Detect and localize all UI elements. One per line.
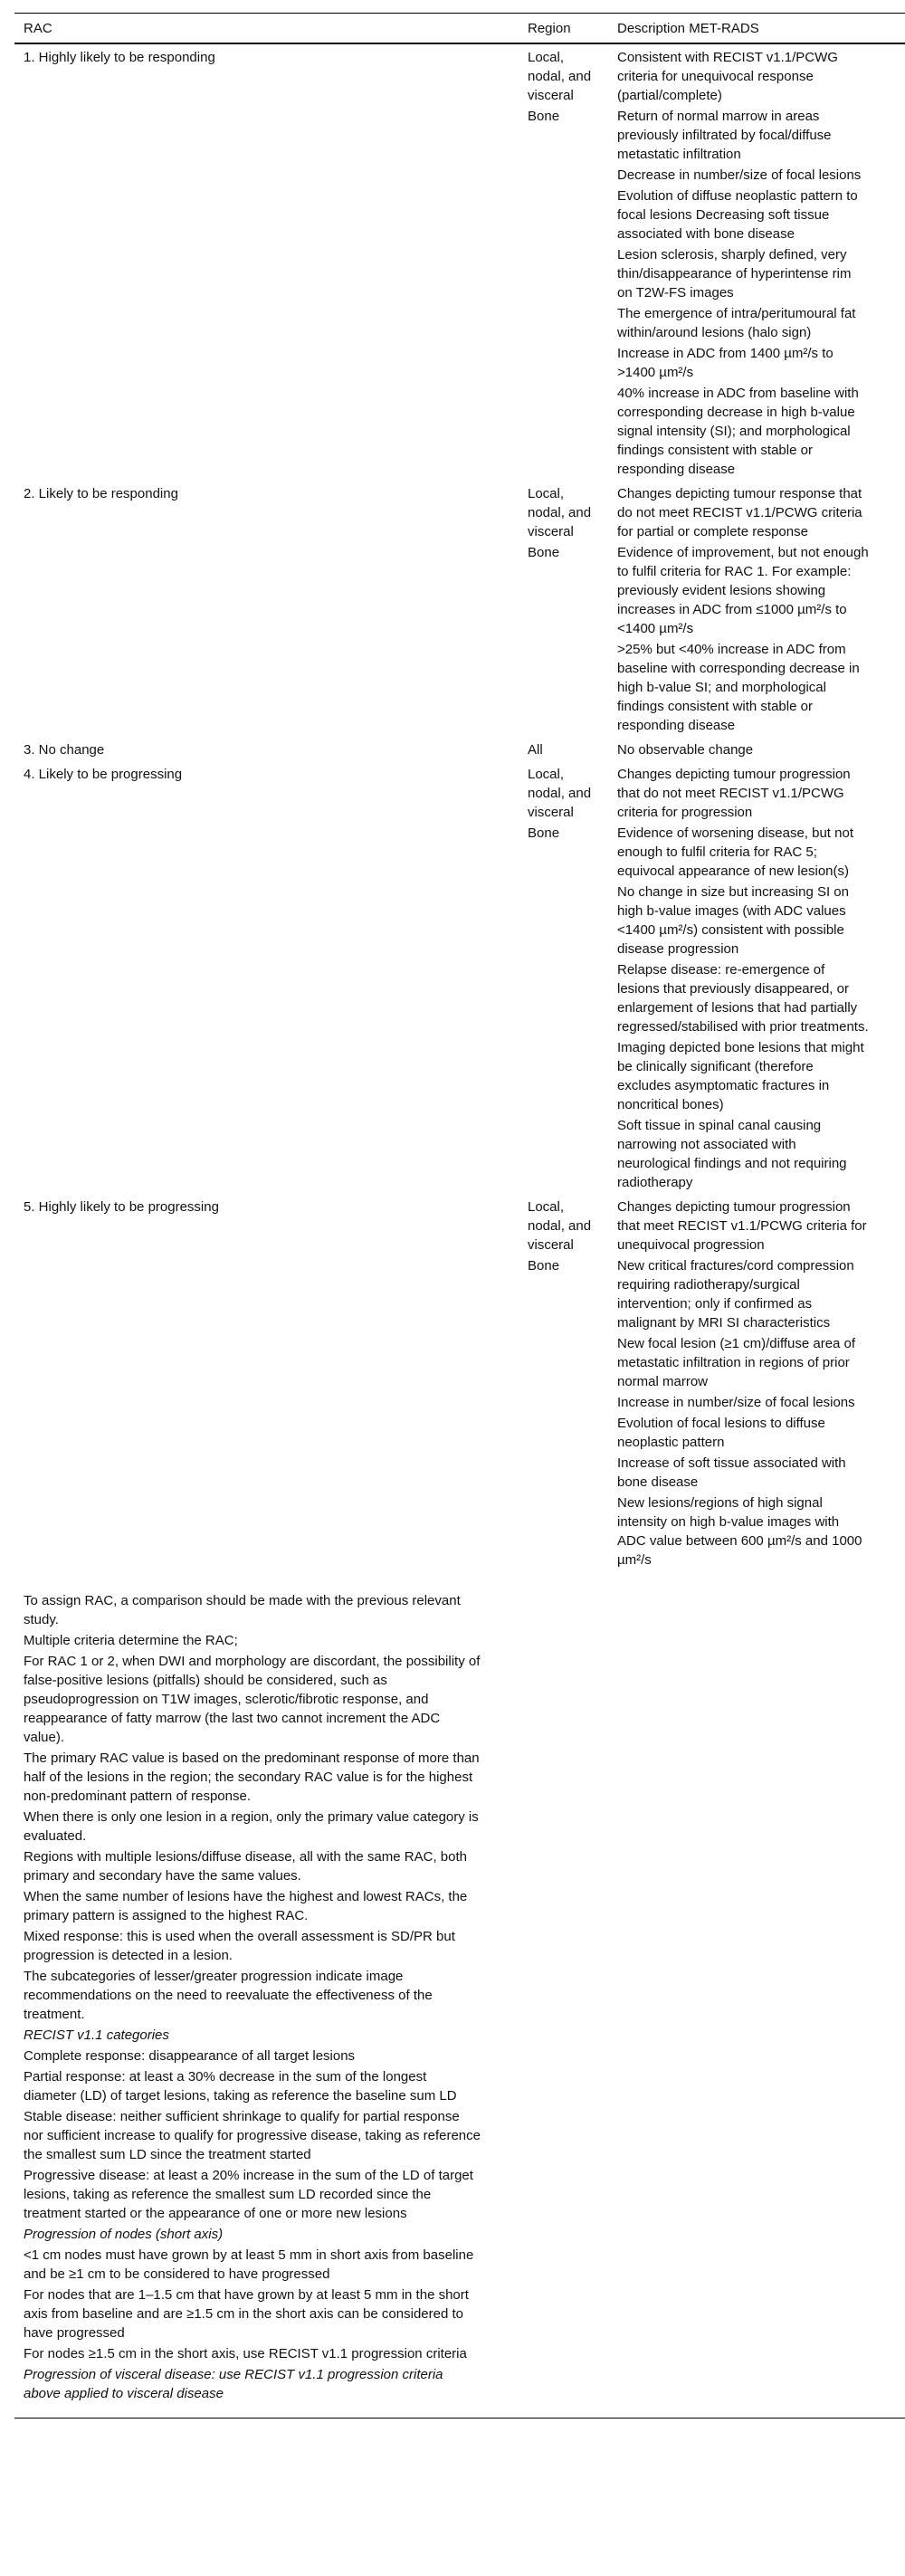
description-item: >25% but <40% increase in ADC from baseline with corresponding decrease in high b-value SI; and morphological findings consistent with stable or responding disease — [617, 642, 860, 733]
region-label: Local, nodal, and visceral — [528, 1199, 592, 1253]
description-item: Return of normal marrow in areas previously infiltrated by focal/diffuse metastatic infiltration — [617, 109, 832, 162]
table-footnotes — [24, 1591, 481, 2418]
bottom-rule — [14, 2418, 905, 2419]
footnote-item: For nodes ≥1.5 cm in the short axis, use RECIST v1.1 progression criteria — [24, 2346, 467, 2361]
region-cell — [528, 43, 617, 107]
footnote-item: <1 cm nodes must have grown by at least 5 mm in short axis from baseline and be ≥1 cm to be considered to have progressed — [24, 2247, 474, 2282]
table-row — [14, 481, 905, 543]
footnote-heading: RECIST v1.1 categories — [24, 2027, 169, 2043]
header-rac: RAC — [14, 14, 528, 44]
description-item: Changes depicting tumour response that do not meet RECIST v1.1/PCWG criteria for partial or complete response — [617, 486, 862, 539]
region-label: Local, nodal, and visceral — [528, 486, 592, 539]
region-label: Bone — [528, 545, 560, 560]
description-item: Evolution of diffuse neoplastic pattern to focal lesions Decreasing soft tissue associated with bone disease — [617, 188, 858, 242]
description-item: Evolution of focal lesions to diffuse neoplastic pattern — [617, 1416, 825, 1450]
region-cell — [528, 737, 617, 761]
description-item: Imaging depicted bone lesions that might be clinically significant (therefore excludes asymptomatic fractures in noncritical bones) — [617, 1040, 864, 1112]
description-item: Evidence of worsening disease, but not enough to fulfil criteria for RAC 5; equivocal appearance of new lesion(s) — [617, 825, 853, 879]
description-cell — [617, 543, 905, 737]
footnote-item: Complete response: disappearance of all target lesions — [24, 2048, 356, 2064]
description-cell — [617, 43, 905, 107]
footnote-item: Mixed response: this is used when the overall assessment is SD/PR but progression is detected in a lesion. — [24, 1929, 455, 1963]
footnote-heading: Progression of visceral disease: use RECIST v1.1 progression criteria above applied to visceral disease — [24, 2367, 443, 2401]
region-cell — [528, 543, 617, 737]
description-item: No change in size but increasing SI on high b-value images (with ADC values <1400 µm²/s) consistent with possible disease progression — [617, 884, 849, 957]
description-item: Increase of soft tissue associated with bone disease — [617, 1455, 846, 1490]
description-item: Evidence of improvement, but not enough to fulfil criteria for RAC 1. For example: previously evident lesions showing increases in ADC from ≤1000 µm²/s to <1400 µm²/s — [617, 545, 869, 636]
footnote-item: Partial response: at least a 30% decrease in the sum of the longest diameter (LD) of target lesions, taking as reference the baseline sum LD — [24, 2069, 457, 2104]
description-item: Relapse disease: re-emergence of lesions that previously disappeared, or enlargement of lesions that had partially regressed/stabilised with prior treatments. — [617, 962, 869, 1035]
description-item: Decrease in number/size of focal lesions — [617, 167, 862, 183]
description-item: Increase in number/size of focal lesions — [617, 1395, 855, 1410]
region-label: Bone — [528, 109, 560, 124]
table-row — [14, 824, 905, 1194]
footnote-item: For nodes that are 1–1.5 cm that have grown by at least 5 mm in the short axis from baseline and are ≥1.5 cm in the short axis can be considered to have progressed — [24, 2287, 469, 2341]
description-item: The emergence of intra/peritumoural fat within/around lesions (halo sign) — [617, 306, 856, 340]
region-cell — [528, 824, 617, 1194]
description-item: No observable change — [617, 742, 754, 758]
region-label: Local, nodal, and visceral — [528, 767, 592, 820]
description-item: 40% increase in ADC from baseline with corresponding decrease in high b-value signal intensity (SI); and morphological findings consistent with stable or responding disease — [617, 386, 859, 477]
description-item: Lesion sclerosis, sharply defined, very thin/disappearance of hyperintense rim on T2W-FS images — [617, 247, 852, 301]
footnote-heading: Progression of nodes (short axis) — [24, 2227, 224, 2242]
description-item: Increase in ADC from 1400 µm²/s to >1400 µm²/s — [617, 346, 834, 380]
footnote-item: The primary RAC value is based on the predominant response of more than half of the lesions in the region; the secondary RAC value is for the highest non-predominant pattern of response. — [24, 1751, 480, 1804]
rac-cell — [14, 824, 528, 1194]
description-item: Changes depicting tumour progression that meet RECIST v1.1/PCWG criteria for unequivocal progression — [617, 1199, 867, 1253]
description-item: Changes depicting tumour progression that do not meet RECIST v1.1/PCWG criteria for progression — [617, 767, 851, 820]
rac-cell: 5. Highly likely to be progressing — [24, 1199, 219, 1215]
footnote-item: Stable disease: neither sufficient shrinkage to qualify for partial response nor sufficient increase to qualify for progressive disease, taking as reference the smallest sum LD since the treatment started — [24, 2109, 481, 2162]
rac-cell — [14, 543, 528, 737]
description-cell — [617, 107, 905, 481]
met-rads-table — [14, 13, 905, 1571]
description-cell — [617, 824, 905, 1194]
table-header-row — [14, 14, 905, 44]
region-label: All — [528, 742, 543, 758]
region-cell — [528, 481, 617, 543]
footnote-item: The subcategories of lesser/greater progression indicate image recommendations on the need to reevaluate the effectiveness of the treatment. — [24, 1969, 433, 2022]
rac-cell: 3. No change — [24, 742, 105, 758]
region-label: Bone — [528, 825, 560, 841]
table-row — [14, 107, 905, 481]
rac-cell: 1. Highly likely to be responding — [24, 50, 215, 65]
rac-cell — [14, 1256, 528, 1571]
table-row — [14, 737, 905, 761]
header-description: Description MET-RADS — [617, 14, 905, 44]
table-row — [14, 43, 905, 107]
table-row — [14, 1194, 905, 1256]
description-cell — [617, 1256, 905, 1571]
rac-cell — [14, 107, 528, 481]
footnote-item: For RAC 1 or 2, when DWI and morphology are discordant, the possibility of false-positive lesions (pitfalls) should be considered, such as pseudoprogression on T1W images, sclerotic/fibrotic response, and reappearance of fatty marrow (the last two cannot increment the ADC value). — [24, 1654, 481, 1745]
region-cell — [528, 1256, 617, 1571]
description-cell — [617, 1194, 905, 1256]
description-cell — [617, 761, 905, 824]
description-cell — [617, 737, 905, 761]
table-row — [14, 761, 905, 824]
rac-cell: 2. Likely to be responding — [24, 486, 178, 501]
footnote-item: When there is only one lesion in a region, only the primary value category is evaluated. — [24, 1809, 479, 1844]
footnote-item: To assign RAC, a comparison should be made with the previous relevant study. — [24, 1593, 461, 1627]
description-item: Consistent with RECIST v1.1/PCWG criteria for unequivocal response (partial/complete) — [617, 50, 838, 103]
region-cell — [528, 1194, 617, 1256]
footnote-item: When the same number of lesions have the highest and lowest RACs, the primary pattern is assigned to the highest RAC. — [24, 1889, 468, 1923]
description-cell — [617, 481, 905, 543]
table-row — [14, 543, 905, 737]
footnote-item: Progressive disease: at least a 20% increase in the sum of the LD of target lesions, taking as reference the smallest sum LD recorded since the treatment started or the appearance of one or more new lesions — [24, 2168, 473, 2221]
footnote-item: Multiple criteria determine the RAC; — [24, 1633, 238, 1648]
description-item: New critical fractures/cord compression requiring radiotherapy/surgical intervention; only if confirmed as malignant by MRI SI characteristics — [617, 1258, 854, 1331]
rac-cell: 4. Likely to be progressing — [24, 767, 183, 782]
footnote-item: Regions with multiple lesions/diffuse disease, all with the same RAC, both primary and secondary have the same values. — [24, 1849, 467, 1884]
table-body — [14, 43, 905, 1571]
description-item: New lesions/regions of high signal intensity on high b-value images with ADC value between 600 µm²/s and 1000 µm²/s — [617, 1495, 862, 1568]
region-label: Local, nodal, and visceral — [528, 50, 592, 103]
region-cell — [528, 107, 617, 481]
header-region: Region — [528, 14, 617, 44]
met-rads-table-container — [14, 13, 905, 2419]
description-item: Soft tissue in spinal canal causing narrowing not associated with neurological findings and not requiring radiotherapy — [617, 1118, 847, 1190]
description-item: New focal lesion (≥1 cm)/diffuse area of metastatic infiltration in regions of prior normal marrow — [617, 1336, 856, 1389]
region-label: Bone — [528, 1258, 560, 1274]
table-row — [14, 1256, 905, 1571]
region-cell — [528, 761, 617, 824]
